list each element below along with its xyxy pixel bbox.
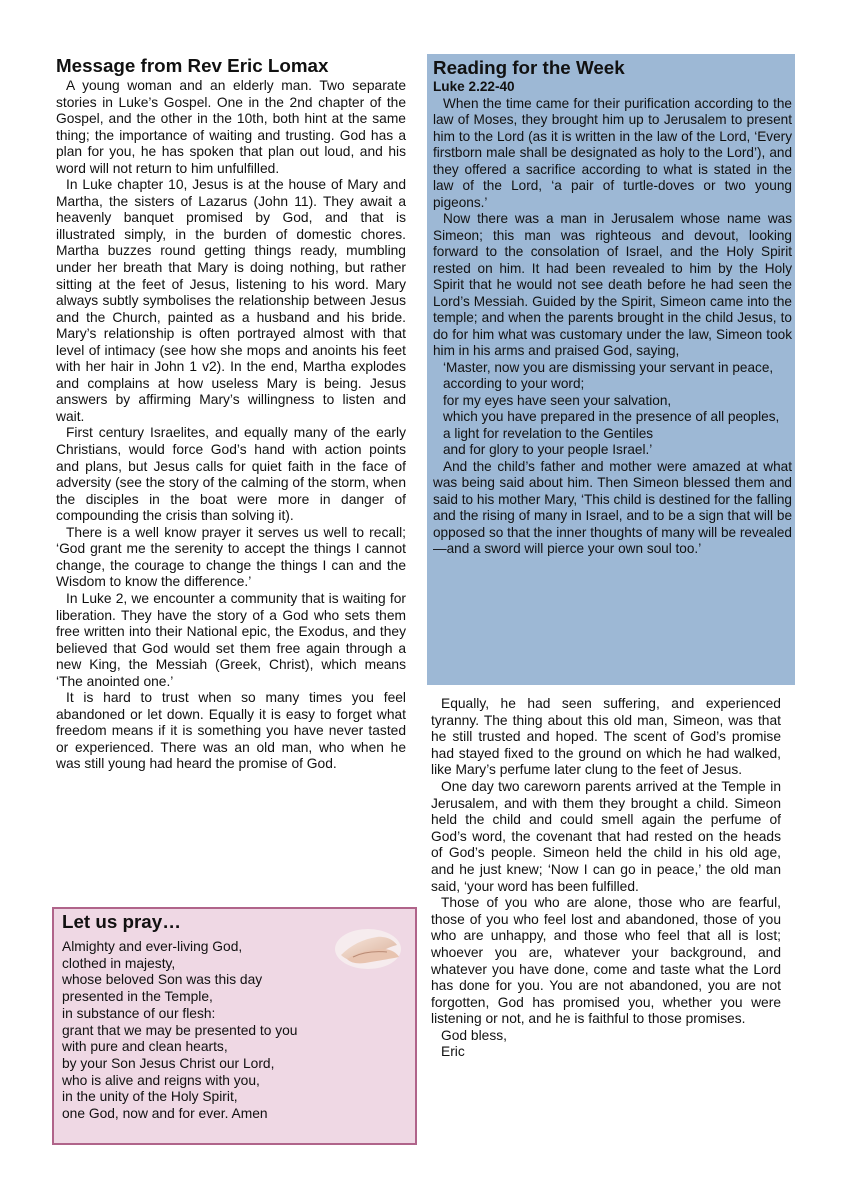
message-paragraph: A young woman and an elderly man. Two separate stories in Luke’s Gospel. One in the 2nd chapter of the Gospel, and the other in the 10th, both hint at the same thing; the importance of waiting and trusting. God has a plan for you, he has spoken that plan out loud, and his word will not return to him unfulfilled.	[56, 78, 406, 176]
message-paragraph: In Luke 2, we encounter a community that is waiting for liberation. They have the story of a God who sets them free written into their National epic, the Exodus, and they believed that God would set them free again through a new King, the Messiah (Greek, Christ), which means ‘The anointed one.’	[56, 590, 406, 689]
reading-poem-line: for my eyes have seen your salvation,	[443, 392, 672, 408]
reading-paragraph: Now there was a man in Jerusalem whose name was Simeon; this man was righteous and devout, looking forward to the consolation of Israel, and the Holy Spirit rested on him. It had been revealed to him by the Holy Spirit that he would not see death before he had seen the Lord’s Messiah. Guided by the Spirit, Simeon came into the temple; and when the parents brought in the child Jesus, to do for him what was customary under the law, Simeon took him in his arms and praised God, saying,	[433, 211, 792, 358]
prayer-line: presented in the Temple,	[62, 989, 213, 1005]
prayer-line: in the unity of the Holy Spirit,	[62, 1089, 238, 1105]
reading-poem-line: according to your word;	[443, 376, 585, 391]
prayer-line: grant that we may be presented to you	[62, 1022, 298, 1038]
prayer-line: by your Son Jesus Christ our Lord,	[62, 1055, 275, 1071]
reading-box	[427, 54, 795, 685]
message-paragraph: In Luke chapter 10, Jesus is at the house of Mary and Martha, the sisters of Lazarus (John 11). They await a heavenly banquet promised by God, and that is illustrated simply, in the burden of domestic chores. Martha buzzes round getting things ready, mumbling under her breath that Mary is doing nothing, but rather sitting at the feet of Jesus, listening to his word. Mary always subtly symbolises the relationship between Jesus and the Church, painted as a husband and his bride. Mary’s relationship is often portrayed almost with that level of intimacy (see how she mops and anoints his feet with her hair in John 1 v2). In the end, Martha explodes and complains at how useless Mary is being. Jesus answers by affirming Mary’s willingness to listen and wait.	[56, 177, 406, 424]
message-paragraph: It is hard to trust when so many times you feel abandoned or let down. Equally it is easy to forget what freedom means if it is something you have never tasted or experienced. There was an old man, who when he was still young had heard the promise of God.	[56, 690, 406, 772]
continuation-paragraph: Those of you who are alone, those who are fearful, those of you who feel lost and abandoned, those of you who are unhappy, and those who feel that all is lost; whoever you are, whatever your background, and whatever you have done, come and taste what the Lord has done for you. You are not abandoned, you are not forgotten, God has promised you, whether you were listening or not, and he is faithful to those promises.	[431, 895, 781, 1027]
prayer-line: whose beloved Son was this day	[62, 972, 263, 988]
signoff: God bless,	[441, 1027, 507, 1043]
reading-title: Reading for the Week	[433, 57, 625, 78]
message-paragraph: First century Israelites, and equally many of the early Christians, would force God’s hand with action points and plans, but Jesus calls for quiet faith in the face of adversity (see the story of the calming of the storm, when the disciples in the boat were more in danger of compounding the crisis than solving it).	[56, 425, 406, 524]
continuation-column	[431, 696, 781, 1061]
prayer-box	[52, 907, 417, 1145]
prayer-line: one God, now and for ever. Amen	[62, 1106, 268, 1122]
reading-poem-line: ‘Master, now you are dismissing your servant in peace,	[443, 359, 774, 375]
message-paragraph: There is a well know prayer it serves us well to recall; ‘God grant me the serenity to accept the things I cannot change, the courage to change the things I can and the Wisdom to know the difference.’	[56, 524, 406, 590]
prayer-line: clothed in majesty,	[62, 955, 176, 971]
reading-poem-line: a light for revelation to the Gentiles	[443, 425, 654, 441]
reading-reference: Luke 2.22-40	[433, 79, 515, 94]
reading-poem-line: which you have prepared in the presence of all peoples,	[443, 409, 780, 424]
prayer-line: Almighty and ever-living God,	[62, 939, 243, 954]
message-title: Message from Rev Eric Lomax	[56, 55, 329, 76]
continuation-paragraph: One day two careworn parents arrived at the Temple in Jerusalem, and with them they brought a child. Simeon held the child and could smell again the perfume of God’s word, the covenant that had rested on the heads of God’s people. Simeon held the child in his old age, and he just knew; ‘Now I can go in peace,’ the old man said, ‘your word has been fulfilled.	[431, 778, 781, 894]
prayer-line: in substance of our flesh:	[62, 1005, 216, 1021]
reading-poem-line: and for glory to your people Israel.’	[443, 442, 653, 457]
continuation-paragraph: Equally, he had seen suffering, and experienced tyranny. The thing about this old man, Simeon, was that he still trusted and hoped. The scent of God’s promise had stayed fixed to the ground on which he had walked, like Mary’s perfume later clung to the feet of Jesus.	[431, 696, 781, 778]
message-column	[56, 55, 406, 773]
reading-paragraph: And the child’s father and mother were amazed at what was being said about him. Then Simeon blessed them and said to his mother Mary, ‘This child is destined for the falling and the rising of many in Israel, and to be a sign that will be opposed so that the inner thoughts of many will be revealed—and a sword will pierce your own soul too.’	[433, 458, 792, 556]
praying-hands-icon	[333, 925, 403, 971]
signature: Eric	[441, 1044, 465, 1060]
prayer-title: Let us pray…	[62, 911, 181, 932]
prayer-line: with pure and clean hearts,	[62, 1039, 228, 1055]
prayer-line: who is alive and reigns with you,	[62, 1072, 260, 1088]
reading-paragraph: When the time came for their purification according to the law of Moses, they brought him up to Jerusalem to present him to the Lord (as it is written in the law of the Lord, ‘Every firstborn male shall be designated as holy to the Lord’), and they offered a sacrifice according to what is stated in the law of the Lord, ‘a pair of turtle-doves or two young pigeons.’	[433, 95, 792, 210]
